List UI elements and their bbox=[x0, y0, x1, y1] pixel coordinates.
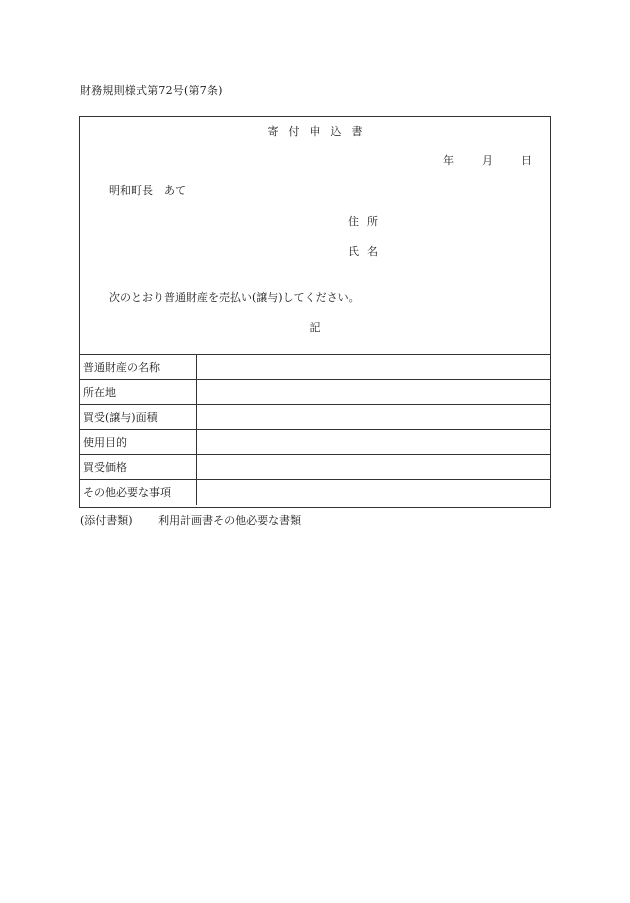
address-label: 住所 bbox=[348, 215, 386, 228]
row-label: その他必要な事項 bbox=[79, 480, 196, 505]
row-value-field[interactable] bbox=[196, 380, 551, 405]
row-label: 買受価格 bbox=[79, 455, 196, 480]
row-value-field[interactable] bbox=[196, 480, 551, 505]
name-label: 氏名 bbox=[348, 245, 386, 258]
date-month-label: 月 bbox=[482, 154, 493, 167]
row-value-field[interactable] bbox=[196, 430, 551, 455]
details-table bbox=[79, 354, 551, 505]
table-row bbox=[79, 380, 551, 405]
row-label: 所在地 bbox=[79, 380, 196, 405]
row-label: 買受(譲与)面積 bbox=[79, 405, 196, 430]
attachments-label: (添付書類) bbox=[80, 514, 133, 527]
table-row bbox=[79, 455, 551, 480]
recipient: 明和町長 あて bbox=[109, 184, 186, 197]
date-year-label: 年 bbox=[443, 154, 454, 167]
attachments-text: 利用計画書その他必要な書類 bbox=[158, 514, 302, 527]
table-row bbox=[79, 355, 551, 380]
request-statement: 次のとおり普通財産を売払い(譲与)してください。 bbox=[109, 291, 360, 304]
table-row bbox=[79, 430, 551, 455]
attachments-note bbox=[80, 512, 301, 528]
date-line bbox=[443, 152, 532, 168]
form-title: 寄付申込書 bbox=[267, 125, 373, 138]
row-value-field[interactable] bbox=[196, 455, 551, 480]
row-value-field[interactable] bbox=[196, 405, 551, 430]
row-value-field[interactable] bbox=[196, 355, 551, 380]
ki-heading: 記 bbox=[309, 321, 321, 334]
table-row bbox=[79, 480, 551, 505]
row-label: 使用目的 bbox=[79, 430, 196, 455]
row-label: 普通財産の名称 bbox=[79, 355, 196, 380]
date-day-label: 日 bbox=[521, 154, 532, 167]
form-number: 財務規則様式第72号(第7条) bbox=[80, 84, 223, 97]
table-row bbox=[79, 405, 551, 430]
application-form bbox=[79, 116, 551, 508]
